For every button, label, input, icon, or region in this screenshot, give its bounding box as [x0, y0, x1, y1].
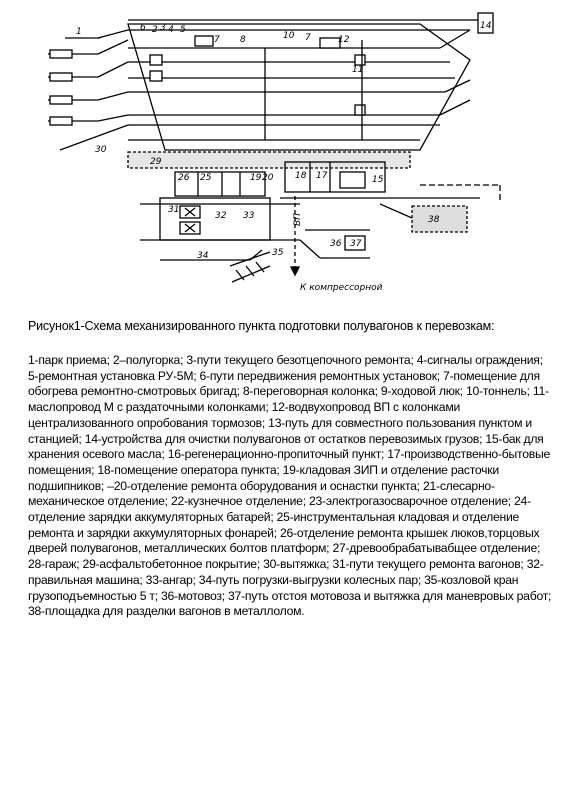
label-n20: 20: [262, 173, 274, 183]
label-n30: 30: [95, 145, 107, 155]
label-n5: 5: [180, 25, 186, 35]
label-n15: 15: [372, 175, 384, 185]
label-n25: 25: [200, 173, 212, 183]
label-n19: 19: [250, 173, 262, 183]
label-n18: 18: [295, 171, 307, 181]
label-n6: 6: [140, 23, 146, 33]
scheme-diagram: [0, 0, 579, 300]
label-n35: 35: [272, 248, 284, 258]
label-n31: 31: [168, 205, 180, 215]
label-n36: 36: [330, 239, 342, 249]
label-n34: 34: [197, 251, 209, 261]
figure-caption: Рисунок1-Схема механизированного пункта подготовки полувагонов к перевозкам:: [28, 319, 495, 333]
label-n7b: 7: [305, 33, 311, 43]
compressor-label: К компрессорной: [300, 283, 383, 293]
label-n26: 26: [178, 173, 190, 183]
label-n14: 14: [480, 21, 492, 31]
figure-legend: 1-парк приема; 2–полугорка; 3-пути текущего безотцепочного ремонта; 4-сигналы ограждения; 5-ремонтная установка РУ-5М; 6-пути передвижения ремонтных установок; 7-помещение для обогрева ремонтно-смотровых бригад; 8-переговорная колонка; 9-ходовой люк; 10-тоннель; 11-маслопровод М с раздаточными колонками; 12-водвухопровод ВП с колонками централизованного опробования тормозов; 13-путь для совместного пользования пунктом и станцией; 14-устройства для очистки полувагонов от остатков перевозимых грузов; 15-бак для хранения осевого масла; 16-регенерационно-пропиточный пункт; 17-производственно-бытовые помещения; 18-помещение оператора пункта; 19-кладовая ЗИП и отделение расточки подшипников; –20-отделение ремонта оборудования и оснастки пункта; 21-слесарно-механическое отделение; 22-кузнечное отделение; 23-электрогазосварочное отделение; 24-отделение зарядки аккумуляторных батарей; 25-инструментальная кладовая и отделение ремонта и зарядки аккумуляторных фонарей; 26-отделение ремонта крышек люков,торцовых дверей полувагонов, металлических болтов платформ; 27-древообрабатывабщее отделение; 28-гараж; 29-асфальтобетонное покрытие; 30-вытяжка; 31-пути текущего ремонта вагонов; 32-правильная машина; 33-ангар; 34-путь погрузки-выгрузки колесных пар; 35-козловой кран грузоподъемностью 5 т; 36-мотовоз; 37-путь отстоя мотовоза и вытяжка для маневровых работ; 38-площадка для разделки вагонов в металлолом.: [28, 353, 552, 619]
label-n1: 1: [76, 27, 82, 37]
label-n7a: 7: [214, 35, 220, 45]
label-n29: 29: [150, 157, 162, 167]
label-n10: 10: [283, 31, 295, 41]
label-n32: 32: [215, 211, 227, 221]
label-n37: 37: [350, 239, 362, 249]
label-n3: 3: [160, 23, 166, 33]
label-n8: 8: [240, 35, 246, 45]
label-n38: 38: [428, 215, 440, 225]
label-n33: 33: [243, 211, 255, 221]
track-label-vp: ВП: [293, 213, 303, 226]
label-n2: 2: [152, 25, 158, 35]
label-n11: 11: [352, 65, 364, 75]
label-n12: 12: [338, 35, 350, 45]
label-n17: 17: [316, 171, 328, 181]
label-n4: 4: [168, 25, 174, 35]
